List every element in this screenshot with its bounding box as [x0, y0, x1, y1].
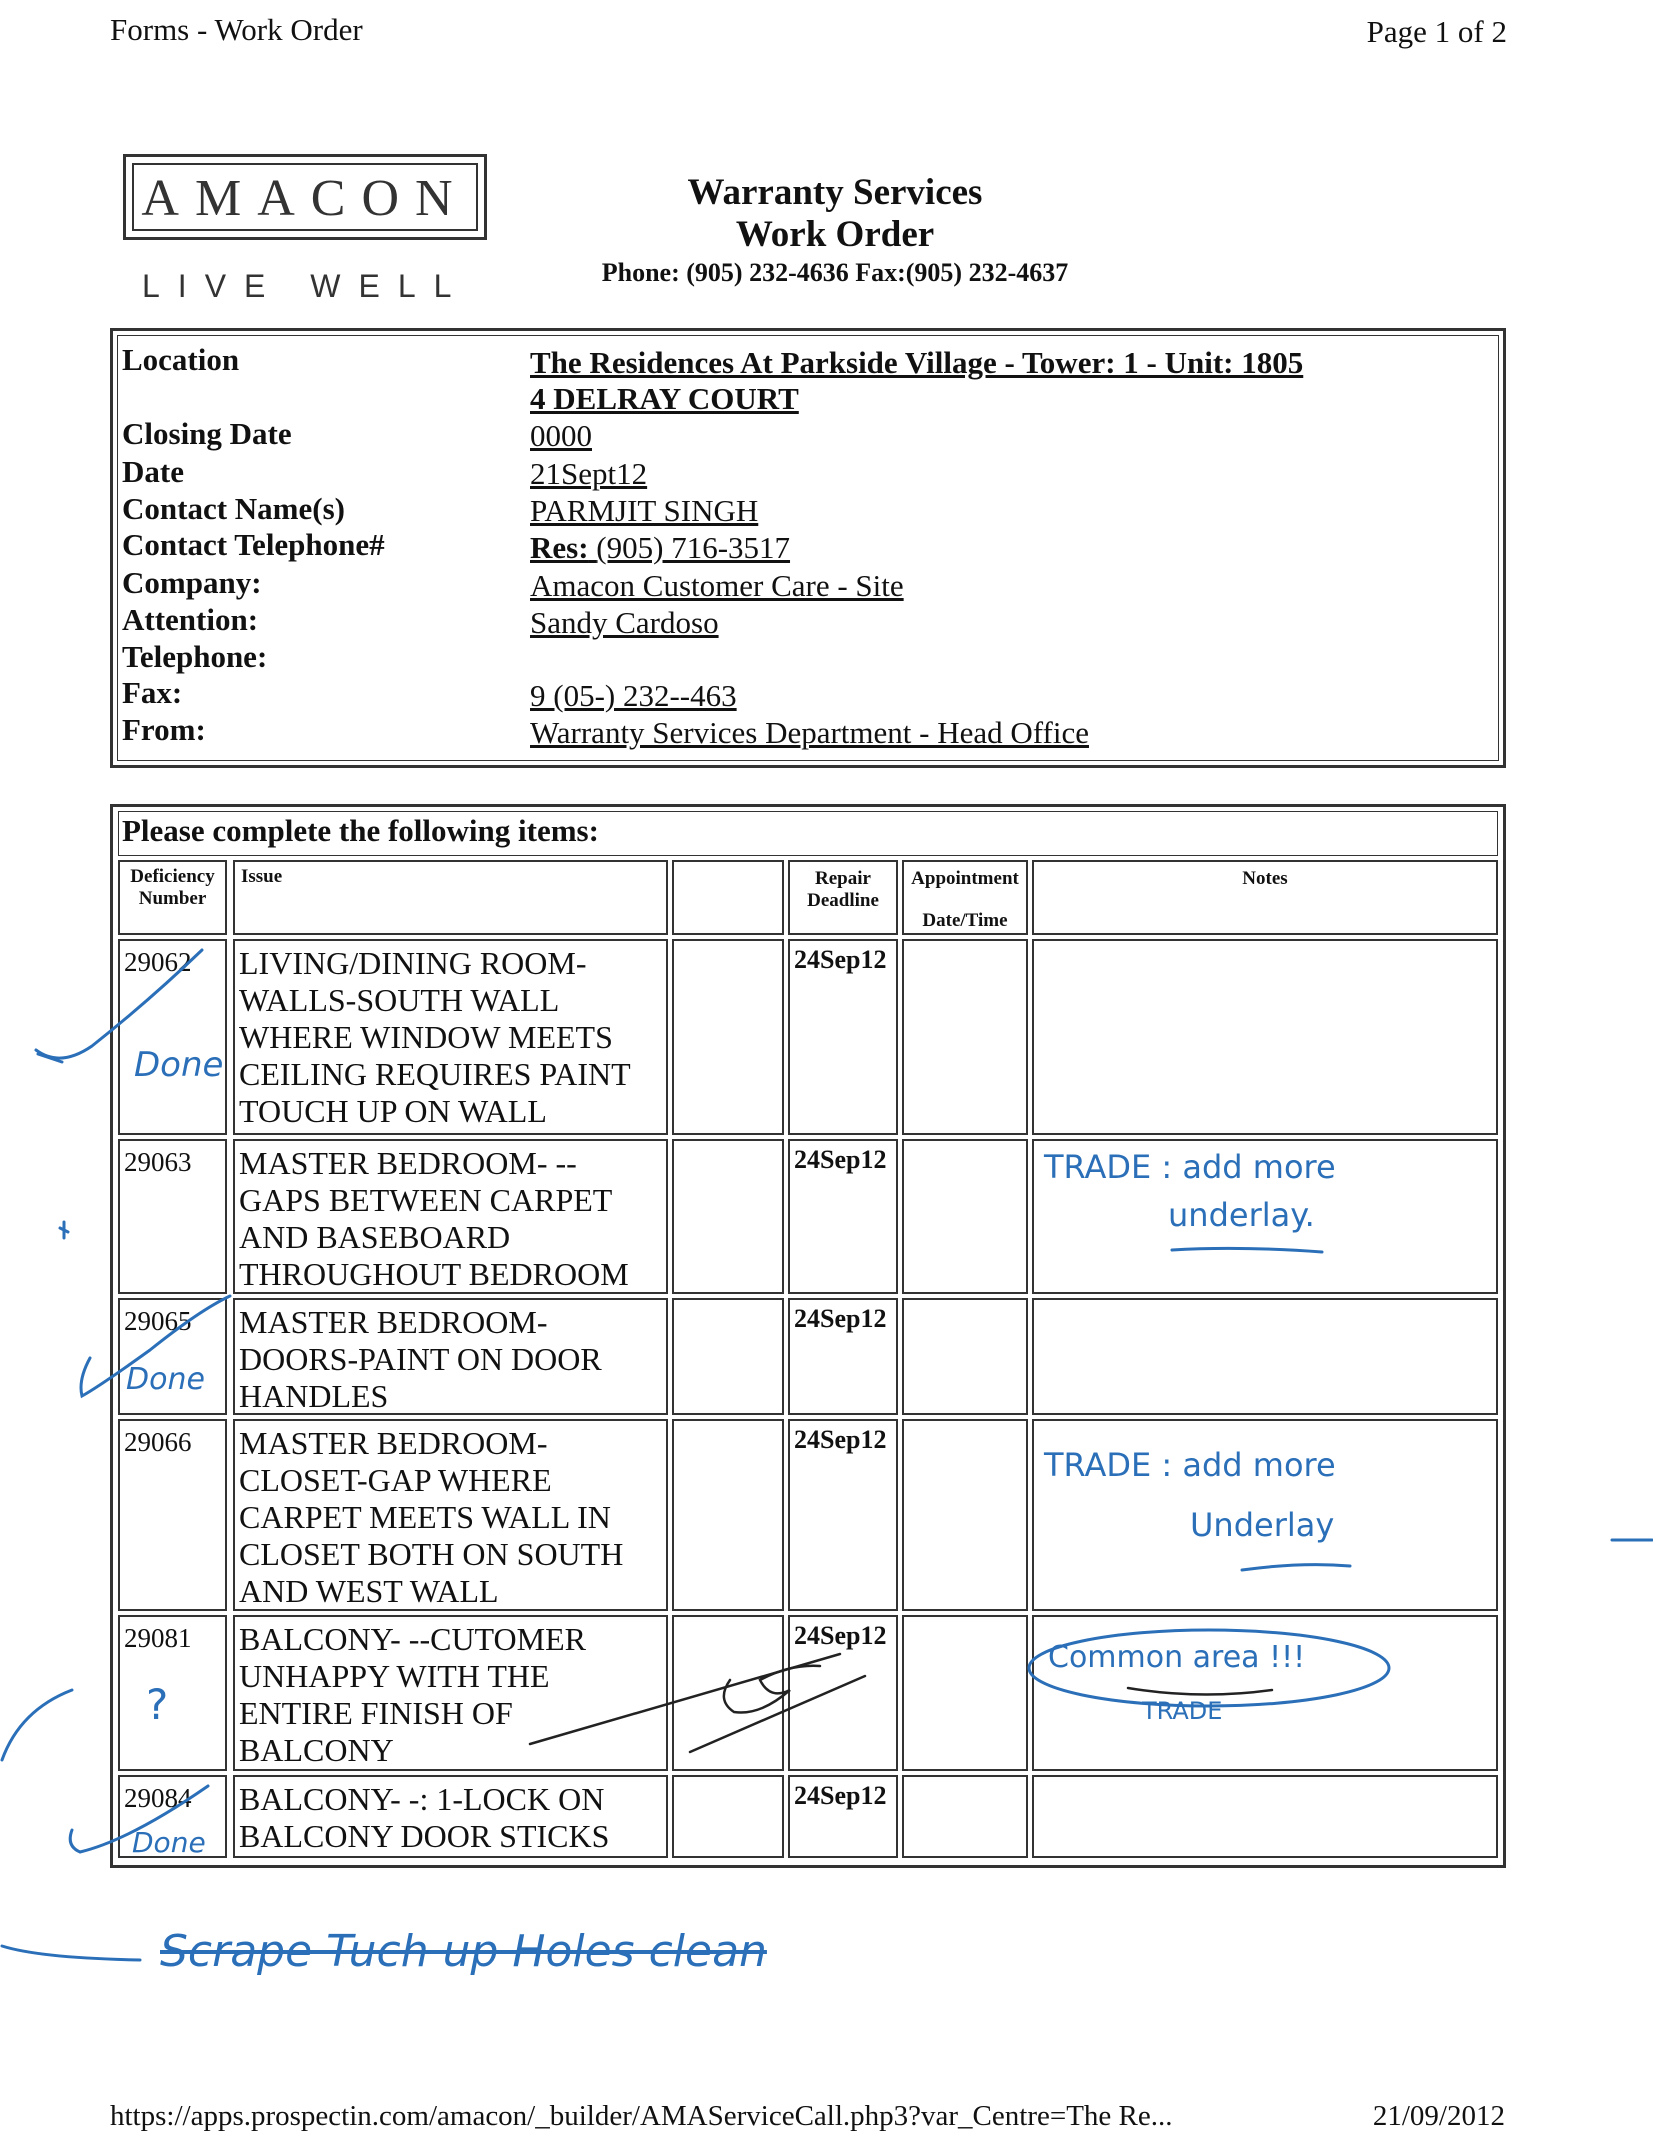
checkmark-row1: [36, 950, 202, 1058]
repair-deadline: 24Sep12: [788, 1419, 898, 1611]
issue-line: AND WEST WALL: [239, 1573, 499, 1609]
footer-url: https://apps.prospectin.com/amacon/_builder/AMAServiceCall.php3?var_Centre=The Re...: [110, 2100, 1173, 2132]
issue-line: UNHAPPY WITH THE: [239, 1658, 550, 1694]
underline-note2: [1242, 1565, 1350, 1570]
repair-deadline: 24Sep12: [788, 1298, 898, 1415]
header-repair-line2: Deadline: [807, 890, 879, 911]
issue-line: CLOSET-GAP WHERE: [239, 1462, 552, 1498]
issue-line: BALCONY- --CUTOMER: [239, 1621, 586, 1657]
items-title: Please complete the following items:: [122, 813, 599, 848]
repair-deadline: 24Sep12: [788, 1615, 898, 1771]
header-issue: Issue: [233, 860, 668, 935]
handwritten-note: underlay.: [1168, 1196, 1315, 1234]
issue-line: DOORS-PAINT ON DOOR: [239, 1341, 602, 1377]
footer-date: 21/09/2012: [1372, 2100, 1505, 2132]
issue-line: WALLS-SOUTH WALL: [239, 982, 560, 1018]
contact-name-value: PARMJIT SINGH: [530, 493, 759, 528]
title-line-1: Warranty Services: [687, 172, 983, 213]
title-line-2: Work Order: [735, 214, 935, 255]
bracket-row5: [2, 1690, 72, 1760]
issue-line: LIVING/DINING ROOM-: [239, 945, 587, 981]
handwritten-done: Done: [134, 1045, 224, 1085]
telephone-label: Telephone:: [122, 639, 268, 674]
date-label: Date: [122, 454, 184, 489]
checkmark-row3: [81, 1296, 230, 1396]
issue-line: THROUGHOUT BEDROOM: [239, 1256, 629, 1292]
issue-line: BALCONY: [239, 1732, 394, 1768]
issue-line: CARPET MEETS WALL IN: [239, 1499, 611, 1535]
issue-line: CEILING REQUIRES PAINT: [239, 1056, 631, 1092]
underline-trade: [1128, 1688, 1272, 1695]
repair-deadline: 24Sep12: [788, 1775, 898, 1858]
handwritten-done: Done: [132, 1826, 206, 1859]
issue-line: BALCONY DOOR STICKS: [239, 1818, 610, 1854]
location-label: Location: [122, 342, 240, 377]
plus-mark: [60, 1222, 68, 1238]
issue-line: HANDLES: [239, 1378, 389, 1414]
deficiency-number: 29065: [118, 1298, 227, 1415]
contact-name-label: Contact Name(s): [122, 491, 345, 526]
issue-line: MASTER BEDROOM-: [239, 1425, 548, 1461]
underline-note1: [1172, 1248, 1322, 1252]
attention-value: Sandy Cardoso: [530, 605, 719, 640]
repair-deadline: 24Sep12: [788, 939, 898, 1135]
handwritten-bottom-note: Scrape Tuch up Holes clean: [160, 1926, 767, 1977]
deficiency-number: 29062: [118, 939, 227, 1135]
page-number: Page 1 of 2: [1366, 14, 1507, 49]
issue-line: CLOSET BOTH ON SOUTH: [239, 1536, 624, 1572]
page-header-title: Forms - Work Order: [110, 12, 363, 47]
contact-telephone-prefix: Res:: [530, 530, 589, 565]
deficiency-number: 29066: [118, 1419, 227, 1611]
checkmark-row6: [70, 1786, 208, 1852]
issue-line: BALCONY- -: 1-LOCK ON: [239, 1781, 605, 1817]
phone-fax-line: Phone: (905) 232-4636 Fax:(905) 232-4637: [601, 258, 1069, 287]
address-value: 4 DELRAY COURT: [530, 381, 799, 416]
issue-line: MASTER BEDROOM- --: [239, 1145, 577, 1181]
strike-line-2: [690, 1676, 865, 1752]
header-appointment-line1: Appointment: [911, 868, 1019, 889]
issue-line: AND BASEBOARD: [239, 1219, 511, 1255]
header-deficiency-line2: Number: [138, 888, 207, 909]
issue-line: MASTER BEDROOM-: [239, 1304, 548, 1340]
deficiency-number: 29063: [118, 1139, 227, 1294]
attention-label: Attention:: [122, 602, 259, 637]
issue-line: WHERE WINDOW MEETS: [239, 1019, 613, 1055]
header-notes: Notes: [1032, 860, 1498, 935]
header-appointment-line2: Date/Time: [922, 910, 1008, 931]
header-deficiency-line1: Deficiency: [130, 866, 215, 887]
closing-date-value: 0000: [530, 418, 592, 453]
handwritten-note: TRADE: [1142, 1697, 1223, 1725]
deficiency-number: 29084: [118, 1775, 227, 1858]
logo-tagline: LIVE WELL: [142, 268, 470, 304]
company-label: Company:: [122, 565, 262, 600]
arrow-line: [2, 1946, 140, 1960]
deficiency-number: 29081: [118, 1615, 227, 1771]
issue-line: ENTIRE FINISH OF: [239, 1695, 513, 1731]
fax-label: Fax:: [122, 675, 183, 710]
repair-deadline: 24Sep12: [788, 1139, 898, 1294]
handwritten-note: Underlay: [1190, 1506, 1335, 1544]
logo-wordmark: AMACON: [141, 170, 469, 227]
date-value: 21Sept12: [530, 456, 648, 491]
handwritten-done: Done: [126, 1362, 205, 1397]
location-value: The Residences At Parkside Village - Tower: 1 - Unit: 1805: [530, 345, 1304, 380]
handwritten-note: Common area !!!: [1048, 1640, 1306, 1675]
handwritten-note: TRADE : add more: [1044, 1446, 1336, 1484]
from-value: Warranty Services Department - Head Office: [530, 715, 1089, 750]
company-value: Amacon Customer Care - Site: [530, 568, 904, 603]
closing-date-label: Closing Date: [122, 416, 292, 451]
issue-line: TOUCH UP ON WALL: [239, 1093, 547, 1129]
handwritten-question-mark: ?: [146, 1680, 169, 1729]
issue-line: GAPS BETWEEN CARPET: [239, 1182, 613, 1218]
from-label: From:: [122, 712, 206, 747]
header-repair-line1: Repair: [815, 868, 871, 889]
contact-telephone-number: (905) 716-3517: [596, 530, 791, 565]
fax-value: 9 (05-) 232--463: [530, 678, 737, 713]
contact-telephone-label: Contact Telephone#: [122, 527, 385, 562]
handwritten-note: TRADE : add more: [1044, 1148, 1336, 1186]
